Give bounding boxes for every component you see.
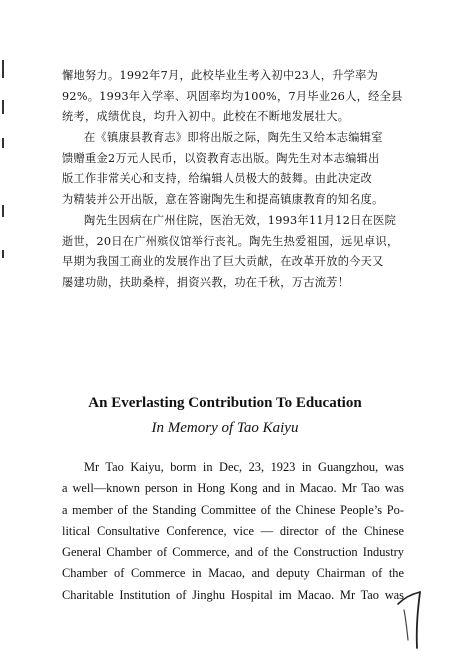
edge-mark — [2, 100, 4, 114]
text-line: Mr Tao Kaiyu, borm in Dec, 23, 1923 in Guangzhou, was — [84, 460, 404, 474]
text-line: 早期为我国工商业的发展作出了巨大贡献，在改革开放的今天又 — [62, 255, 384, 269]
edge-mark — [2, 60, 4, 78]
text-line: 版工作非常关心和支持，给编辑人员极大的鼓舞。由此决定改 — [62, 172, 373, 186]
text-line: 屡建功勋，扶助桑梓，捐资兴教，功在千秋，万古流芳！ — [62, 275, 350, 289]
text-line: 统考，成绩优良，均升入初中。此校在不断地发展壮大。 — [62, 110, 350, 124]
text-line: a well—known person in Hong Kong and in Macao. Mr Tao was — [62, 481, 404, 496]
text-line: 馈赠重金2万元人民币，以资教育志出版。陶先生对本志编辑出 — [62, 151, 380, 165]
edge-mark — [2, 250, 4, 258]
text-line: a member of the Standing Committee of the Chinese People’s Po- — [62, 502, 404, 517]
text-line: Chamber of Commerce in Macao, and deputy Chairman of the — [62, 566, 404, 581]
text-line: 逝世，20日在广州殡仪馆举行丧礼。陶先生热爱祖国，远见卓识， — [62, 234, 399, 248]
text-line: 懈地努力。1992年7月，此校毕业生考入初中23人，升学率为 — [62, 69, 379, 82]
english-subtitle: In Memory of Tao Kaiyu — [151, 420, 299, 436]
text-line: 92%。1993年入学率、巩固率均为100%，7月毕业26人，经全县 — [62, 89, 403, 103]
page-binding-edge — [0, 0, 10, 657]
text-line: 陶先生因病在广州住院，医治无效，1993年11月12日在医院 — [84, 214, 397, 227]
text-line: General Chamber of Commerce, and of the Construction Industry — [62, 545, 404, 560]
english-title: An Everlasting Contribution To Education — [88, 395, 362, 411]
chinese-paragraph-2 — [62, 128, 404, 210]
edge-mark — [2, 205, 4, 217]
text-line: Charitable Institution of Jinghu Hospital im Macao. Mr Tao was — [62, 587, 404, 602]
chinese-paragraph-1 — [62, 66, 404, 128]
english-paragraph — [62, 457, 404, 606]
handwritten-mark — [394, 590, 430, 650]
chinese-paragraph-3 — [62, 211, 404, 293]
text-line: litical Consultative Conference, vice — director of the Chinese — [62, 523, 404, 538]
text-line: 在《镇康县教育志》即将出版之际，陶先生又给本志编辑室 — [84, 131, 383, 144]
edge-mark — [2, 138, 4, 148]
text-line: 为精装并公开出版，意在答谢陶先生和提高镇康教育的知名度。 — [62, 192, 384, 206]
